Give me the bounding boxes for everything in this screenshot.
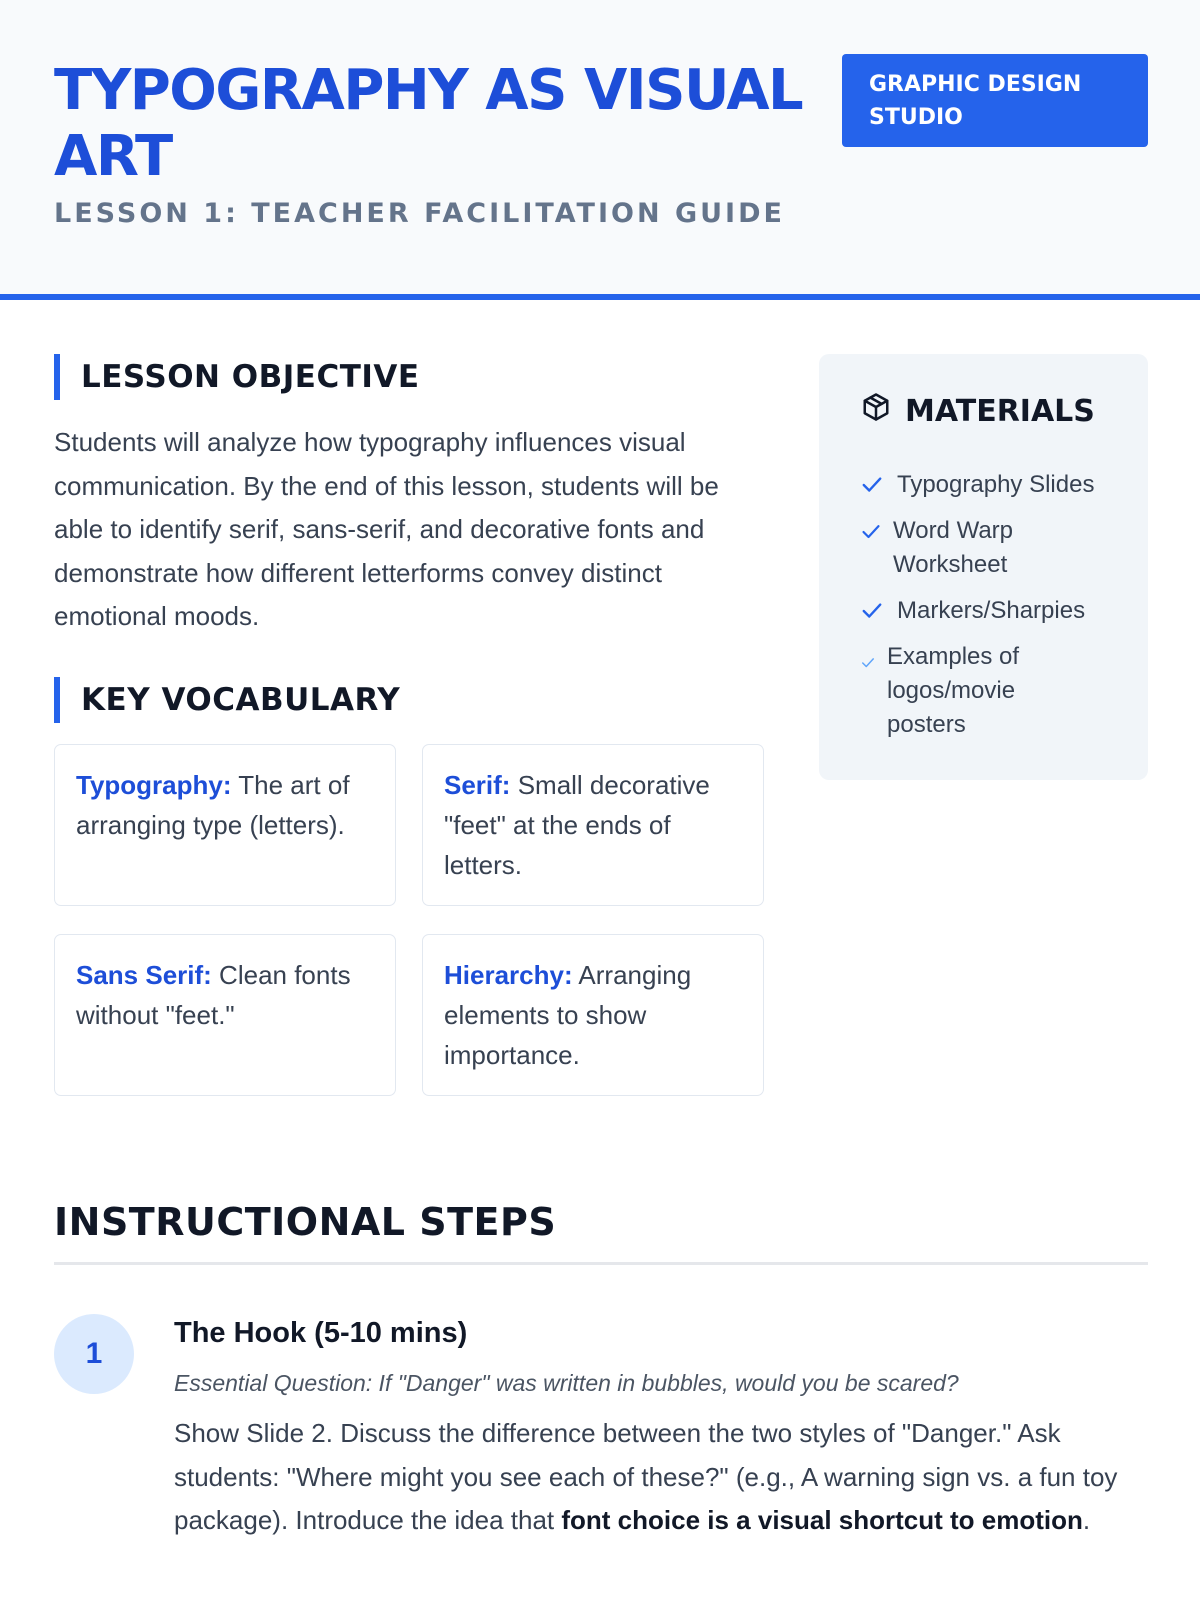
materials-item bbox=[861, 594, 1085, 632]
materials-item-label: Word Warp Worksheet bbox=[893, 517, 1014, 578]
vocab-definition: Arranging elements to show importance. bbox=[444, 960, 692, 1070]
page-header bbox=[0, 0, 1200, 300]
materials-item-label: Examples of logos/movie posters bbox=[887, 643, 1020, 738]
materials-heading-label: MATERIALS bbox=[905, 393, 1095, 429]
vocabulary-heading: KEY VOCABULARY bbox=[54, 677, 781, 723]
vocab-card-sans-serif bbox=[54, 934, 396, 1096]
studio-badge: GRAPHIC DESIGN STUDIO bbox=[842, 54, 1148, 147]
vocab-term: Serif: bbox=[444, 770, 511, 800]
page-subtitle: LESSON 1: TEACHER FACILITATION GUIDE bbox=[54, 198, 785, 229]
vocab-definition: Clean fonts without "feet." bbox=[76, 960, 351, 1030]
step-body bbox=[174, 1412, 1134, 1543]
vocab-term: Typography: bbox=[76, 770, 232, 800]
materials-item bbox=[861, 640, 1041, 742]
step-body-emphasis: font choice is a visual shortcut to emotion bbox=[561, 1505, 1083, 1535]
step-question: Essential Question: If "Danger" was written in bubbles, would you be scared? bbox=[174, 1370, 959, 1396]
page-title: TYPOGRAPHY AS VISUAL ART bbox=[54, 58, 803, 189]
objective-heading: LESSON OBJECTIVE bbox=[54, 354, 781, 400]
vocab-card-typography bbox=[54, 744, 396, 906]
vocab-term: Hierarchy: bbox=[444, 960, 573, 990]
box-icon bbox=[861, 392, 891, 430]
vocab-card-hierarchy bbox=[422, 934, 764, 1096]
vocab-term: Sans Serif: bbox=[76, 960, 212, 990]
check-icon bbox=[861, 472, 883, 506]
vocab-card-serif bbox=[422, 744, 764, 906]
check-icon bbox=[861, 598, 883, 632]
materials-heading bbox=[861, 392, 1095, 430]
vocab-definition: The art of arranging type (letters). bbox=[76, 770, 350, 840]
check-icon bbox=[861, 646, 875, 680]
materials-item bbox=[861, 468, 1094, 506]
materials-panel bbox=[819, 354, 1148, 780]
steps-heading: INSTRUCTIONAL STEPS bbox=[54, 1200, 1148, 1265]
check-icon bbox=[861, 518, 881, 552]
step-body-text: Show Slide 2. Discuss the difference between the two styles of "Danger." Ask students: "Where might you see each of these?" (e.g., A warning sign vs. a fun toy package). Introduce the idea that bbox=[174, 1418, 1118, 1535]
step-body-end: . bbox=[1082, 1505, 1091, 1535]
step-title: The Hook (5-10 mins) bbox=[174, 1317, 468, 1349]
vocab-definition: Small decorative "feet" at the ends of letters. bbox=[444, 770, 710, 880]
step-number-badge: 1 bbox=[54, 1314, 134, 1394]
materials-item-label: Markers/Sharpies bbox=[897, 597, 1086, 624]
materials-item-label: Typography Slides bbox=[897, 471, 1095, 498]
materials-item bbox=[861, 514, 1061, 582]
objective-text: Students will analyze how typography influences visual communication. By the end of this lesson, students will be able to identify serif, sans-serif, and decorative fonts and demonstrate how different letterforms convey distinct emotional moods. bbox=[54, 427, 719, 631]
